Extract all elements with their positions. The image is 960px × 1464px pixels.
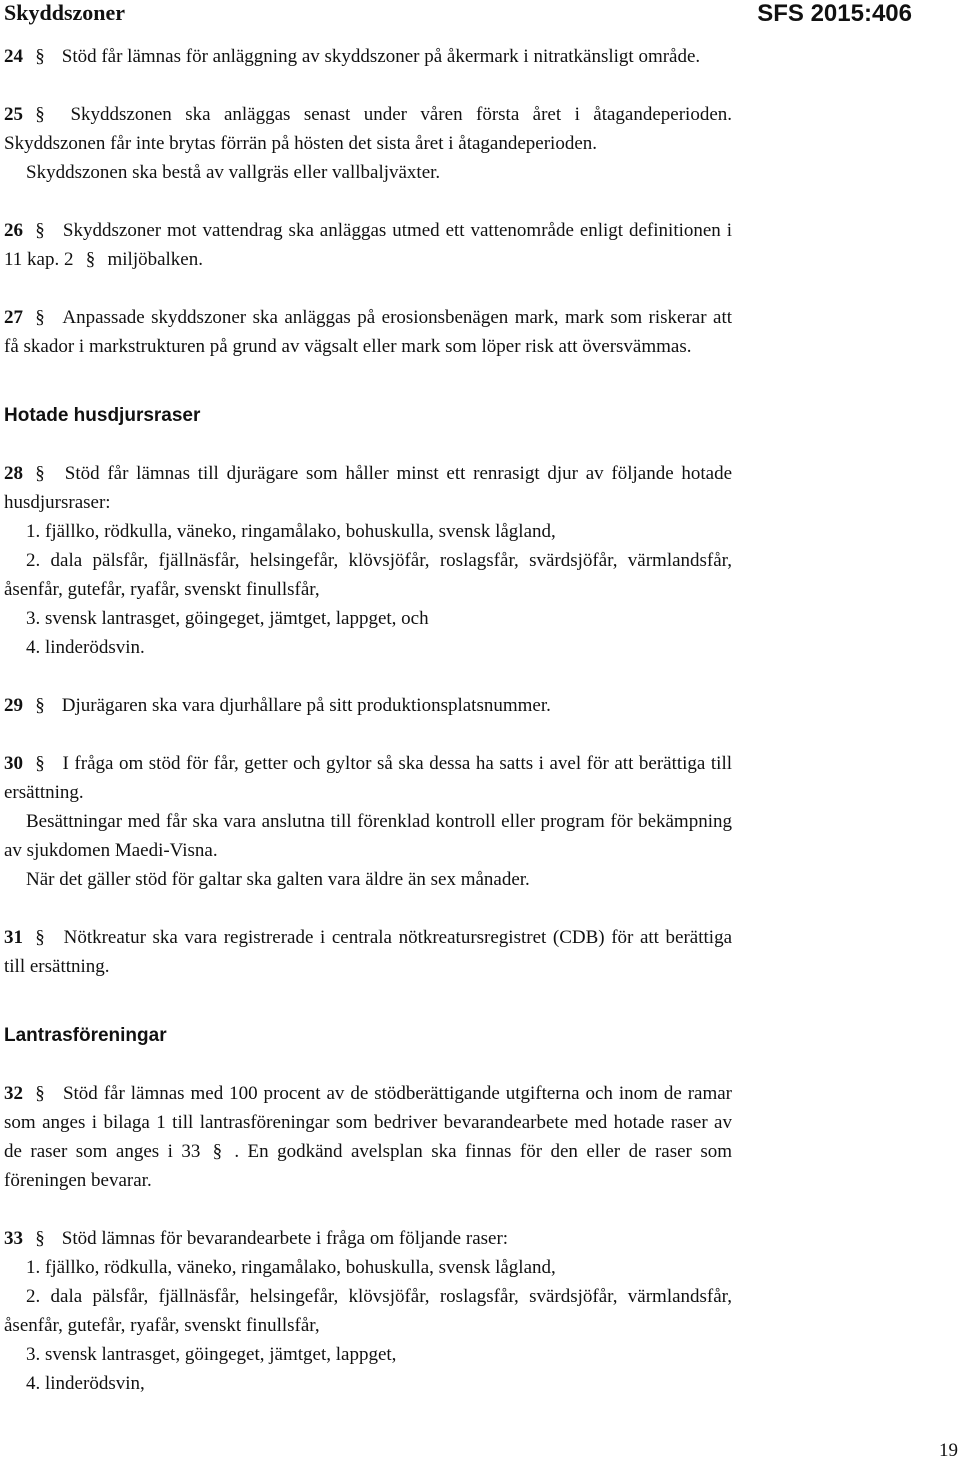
paragraph-text: Stöd får lämnas till djurägare som håller minst ett renrasigt djur av följande hotade husdjursraser: xyxy=(4,463,733,513)
paragraph-text: miljöbalken. xyxy=(107,249,203,270)
paragraph-number: 24 xyxy=(4,46,23,67)
paragraph-text: Skyddszoner mot vattendrag ska anläggas utmed ett vattenområde enligt definitionen i 11 kap. 2 xyxy=(4,220,732,270)
paragraph-number: 25 xyxy=(4,104,23,125)
list-item: 1. fjällko, rödkulla, väneko, ringamålako, bohuskulla, svensk lågland, xyxy=(26,1257,556,1278)
paragraph-text: I fråga om stöd för får, getter och gyltor så ska dessa ha satts i avel för att berättiga till ersättning. xyxy=(4,753,732,803)
paragraph-text: . En godkänd avelsplan ska finnas för den eller de raser som föreningen bevarar. xyxy=(4,1141,732,1191)
paragraph-30 xyxy=(4,749,732,807)
paragraph-31 xyxy=(4,923,732,981)
paragraph-number: 28 xyxy=(4,463,23,484)
section-sign: § xyxy=(85,249,96,270)
paragraph-25 xyxy=(4,100,732,158)
running-head-title: Skyddszoner xyxy=(4,0,126,25)
list-item: 4. linderödsvin, xyxy=(26,1373,145,1394)
heading-hotade-husdjursraser: Hotade husdjursraser xyxy=(4,405,201,426)
paragraph-number: 31 xyxy=(4,927,23,948)
paragraph-number: 29 xyxy=(4,695,23,716)
list-item: 1. fjällko, rödkulla, väneko, ringamålako, bohuskulla, svensk lågland, xyxy=(26,521,556,542)
paragraph-24 xyxy=(4,42,732,71)
list-item: 2. dala pälsfår, fjällnäsfår, helsingefår, klövsjöfår, roslagsfår, svärdsjöfår, värmlandsfår, åsenfår, gutefår, ryafår, svenskt finullsfår, xyxy=(4,550,732,600)
paragraph-28 xyxy=(4,459,732,517)
section-sign: § xyxy=(35,307,45,328)
paragraph-26 xyxy=(4,216,732,274)
section-sign: § xyxy=(212,1141,223,1162)
page-number: 19 xyxy=(939,1440,958,1461)
paragraph-text: Djurägaren ska vara djurhållare på sitt produktionsplatsnummer. xyxy=(61,695,551,716)
sfs-number: SFS 2015:406 xyxy=(757,0,912,27)
section-sign: § xyxy=(35,220,45,241)
section-sign: § xyxy=(35,753,45,774)
paragraph-number: 32 xyxy=(4,1083,23,1104)
paragraph-number: 26 xyxy=(4,220,23,241)
section-sign: § xyxy=(35,695,45,716)
document-body xyxy=(4,42,732,1398)
paragraph-33 xyxy=(4,1224,732,1253)
paragraph-27 xyxy=(4,303,732,361)
list-item: 3. svensk lantrasget, göingeget, jämtget, lappget, och xyxy=(26,608,429,629)
heading-lantrasforeningar: Lantrasföreningar xyxy=(4,1025,167,1046)
section-sign: § xyxy=(35,927,45,948)
paragraph-25-continued: Skyddszonen ska bestå av vallgräs eller vallbaljväxter. xyxy=(26,162,441,183)
paragraph-30-continued: Besättningar med får ska vara anslutna till förenklad kontroll eller program för bekämpning av sjukdomen Maedi-Visna. xyxy=(4,811,732,861)
paragraph-text: Nötkreatur ska vara registrerade i centrala nötkreatursregistret (CDB) för att berättiga till ersättning. xyxy=(4,927,733,977)
section-sign: § xyxy=(35,463,45,484)
paragraph-text: Stöd får lämnas för anläggning av skyddszoner på åkermark i nitratkänsligt område. xyxy=(61,46,701,67)
section-sign: § xyxy=(35,1228,45,1249)
paragraph-number: 33 xyxy=(4,1228,23,1249)
paragraph-32 xyxy=(4,1079,732,1195)
paragraph-text: Stöd lämnas för bevarandearbete i fråga om följande raser: xyxy=(61,1228,509,1249)
paragraph-number: 27 xyxy=(4,307,23,328)
paragraph-number: 30 xyxy=(4,753,23,774)
list-item: 3. svensk lantrasget, göingeget, jämtget, lappget, xyxy=(26,1344,397,1365)
paragraph-text: Anpassade skyddszoner ska anläggas på erosionsbenägen mark, mark som riskerar att få skador i markstrukturen på grund av vägsalt eller mark som löper risk att översvämmas. xyxy=(4,307,732,357)
list-item: 2. dala pälsfår, fjällnäsfår, helsingefår, klövsjöfår, roslagsfår, svärdsjöfår, värmlandsfår, åsenfår, gutefår, ryafår, svenskt finullsfår, xyxy=(4,1286,732,1336)
paragraph-30-continued: När det gäller stöd för galtar ska galten vara äldre än sex månader. xyxy=(26,869,530,890)
section-sign: § xyxy=(35,46,45,67)
section-sign: § xyxy=(35,104,45,125)
paragraph-29 xyxy=(4,691,732,720)
list-item: 4. linderödsvin. xyxy=(26,637,145,658)
paragraph-text: Stöd får lämnas med 100 procent av de stödberättigande utgifterna och inom de ramar som anges i bilaga 1 till lantrasföreningar som bedriver bevarandearbete med hotade raser av de raser som anges i 33 xyxy=(4,1083,733,1162)
paragraph-text: Skyddszonen ska anläggas senast under våren första året i åtagandeperioden. Skyddszonen får inte brytas förrän på hösten det sista året i åtagandeperioden. xyxy=(4,104,733,154)
section-sign: § xyxy=(35,1083,45,1104)
